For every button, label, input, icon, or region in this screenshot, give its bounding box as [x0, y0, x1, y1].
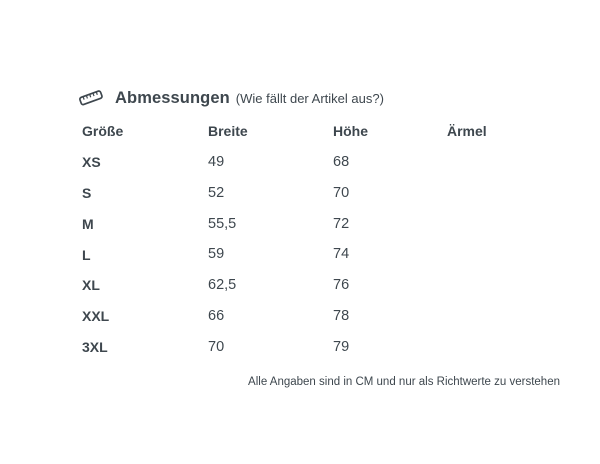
- size-label: M: [82, 215, 94, 232]
- hoehe-value: 70: [333, 184, 350, 201]
- hoehe-value: 76: [333, 277, 350, 294]
- section-subtitle: (Wie fällt der Artikel aus?): [235, 90, 384, 106]
- hoehe-value: 78: [333, 307, 350, 324]
- breite-value: 66: [208, 307, 225, 324]
- section-header: [77, 86, 384, 110]
- size-label: 3XL: [82, 338, 108, 355]
- breite-value: 55,5: [208, 215, 237, 232]
- ruler-icon: [77, 86, 105, 110]
- column-header-groesse: Größe: [82, 123, 124, 140]
- hoehe-value: 68: [333, 153, 350, 170]
- size-label: XS: [82, 154, 101, 171]
- breite-value: 70: [208, 338, 225, 355]
- size-label: XXL: [82, 308, 110, 325]
- breite-value: 49: [208, 153, 225, 170]
- breite-value: 59: [208, 246, 225, 263]
- column-header-hoehe: Höhe: [333, 123, 368, 140]
- column-header-aermel: Ärmel: [447, 123, 487, 140]
- breite-value: 62,5: [208, 277, 237, 294]
- size-label: XL: [82, 277, 100, 294]
- breite-value: 52: [208, 184, 225, 201]
- hoehe-value: 74: [333, 246, 350, 263]
- hoehe-value: 79: [333, 338, 350, 355]
- size-label: L: [82, 246, 91, 263]
- size-table: [82, 116, 527, 362]
- hoehe-value: 72: [333, 215, 350, 232]
- section-title: Abmessungen: [115, 88, 230, 107]
- size-label: S: [82, 184, 92, 201]
- column-header-breite: Breite: [208, 123, 248, 140]
- units-footnote: Alle Angaben sind in CM und nur als Richtwerte zu verstehen: [248, 376, 560, 388]
